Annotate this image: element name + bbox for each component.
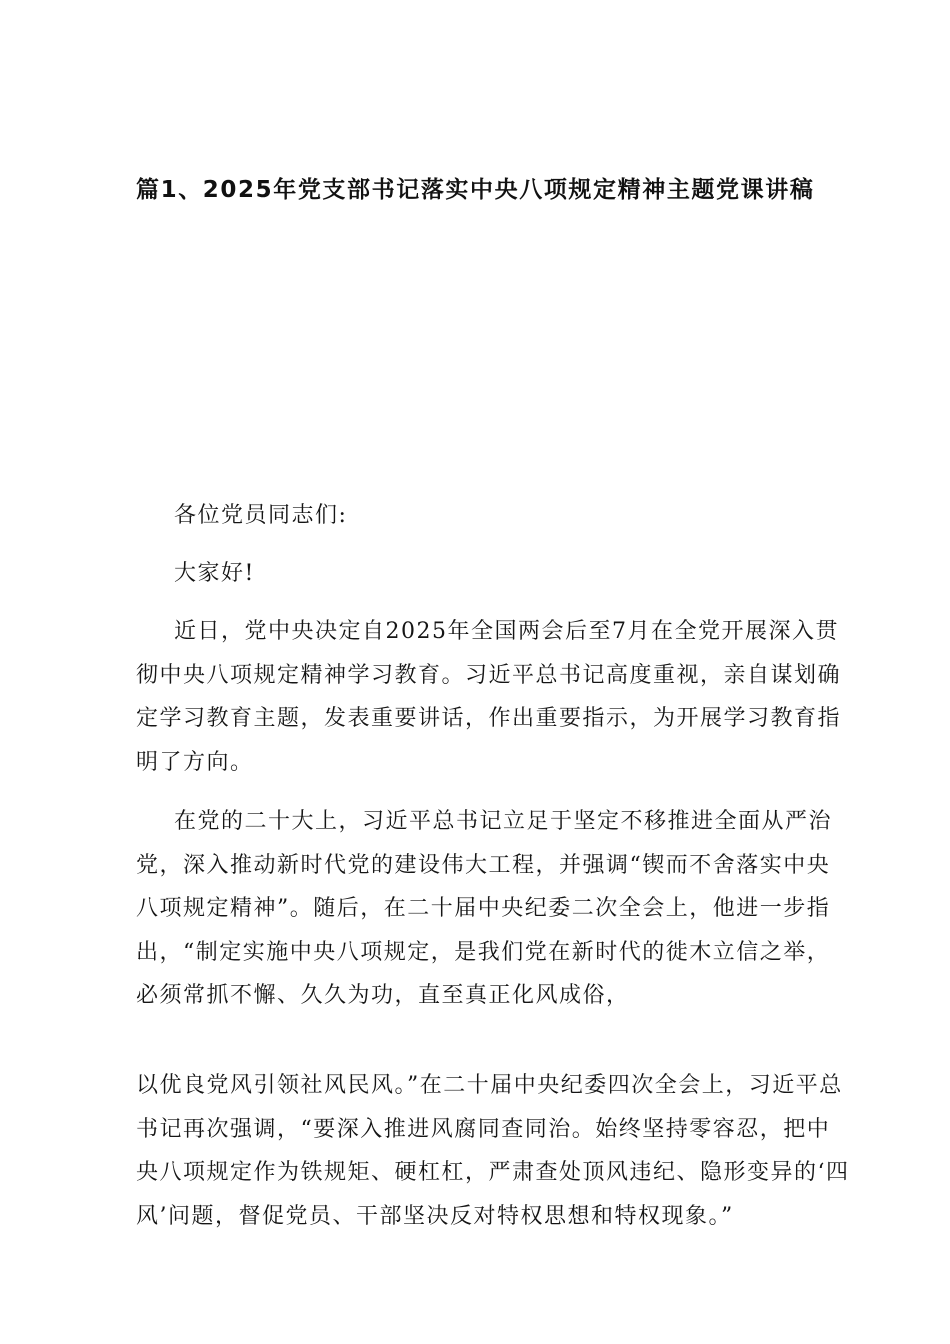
greeting: 大家好! [174,560,255,586]
paragraph-block [136,800,852,1018]
paragraph-block [136,610,852,784]
spacer [136,538,852,552]
greeting-block [136,494,852,595]
body-paragraph: 近日，党中央决定自2025年全国两会后至7月在全党开展深入贯彻中央八项规定精神学习教育。习近平总书记高度重视，亲自谋划确定学习教育主题，发表重要讲话，作出重要指示，为开展学习教育指明了方向。 [136,619,842,775]
document-title: 篇1、2025年党支部书记落实中央八项规定精神主题党课讲稿 [136,177,815,203]
body-paragraph: 在党的二十大上，习近平总书记立足于坚定不移推进全面从严治党，深入推动新时代党的建设伟大工程，并强调“锲而不舍落实中央八项规定精神”。随后，在二十届中央纪委二次全会上，他进一步指出，“制定实施中央八项规定，是我们党在新时代的徙木立信之举，必须常抓不懈、久久为功，直至真正化风成俗， [136,809,833,1008]
salutation: 各位党员同志们: [174,503,348,528]
body-paragraph: 以优良党风引领社风民风。”在二十届中央纪委四次全会上，习近平总书记再次强调，“要深入推进风腐同查同治。始终坚持零容忍，把中央八项规定作为铁规矩、硬杠杠，严肃查处顶风违纪、隐形变异的‘四风’问题，督促党员、干部坚决反对特权思想和特权现象。” [136,1073,850,1229]
paragraph-block [136,1064,852,1238]
